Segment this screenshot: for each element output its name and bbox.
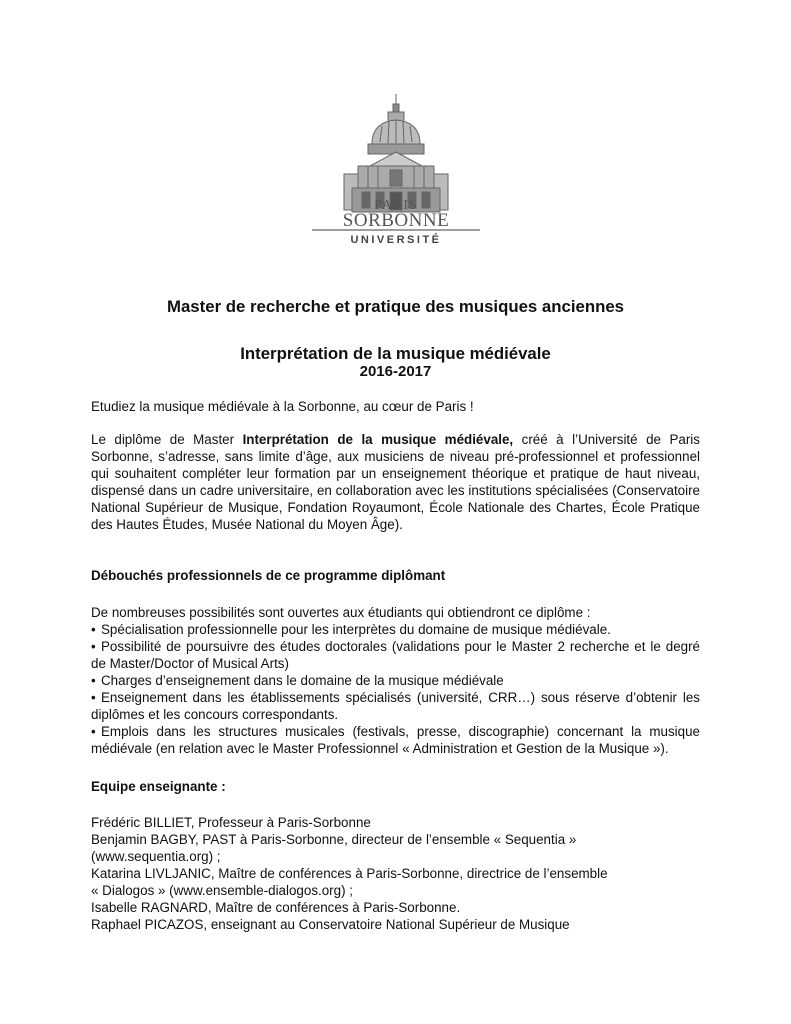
- academic-year: 2016-2017: [359, 363, 432, 380]
- team-member: Raphael PICAZOS, enseignant au Conservatoire National Supérieur de Musique: [91, 917, 570, 932]
- team-member: Katarina LIVLJANIC, Maître de conférences à Paris-Sorbonne, directrice de l’ensemble: [91, 866, 608, 881]
- description-lead: Le diplôme de Master: [91, 432, 243, 447]
- list-item: [91, 723, 700, 757]
- list-item-text: Emplois dans les structures musicales (festivals, presse, discographie) concernant la musique médiévale (en relation avec le Master Professionnel « Administration et Gestion de la Musique »).: [91, 724, 700, 756]
- description-body: créé à l’Université de Paris Sorbonne, s’adresse, sans limite d’âge, aux musiciens de niveau pré-professionnel et professionnel qui souhaitent compléter leur formation par un enseignement théorique et pratique de haut niveau, dispensé dans un cadre universitaire, en collaboration avec les institutions spécialisées (Conservatoire National Supérieur de Musique, Fondation Royaumont, École Nationale des Chartes, École Pratique des Hautes Études, Musée National du Moyen Âge).: [91, 432, 700, 532]
- bullet-icon: •: [91, 673, 96, 688]
- team-member: Isabelle RAGNARD, Maître de conférences à Paris-Sorbonne.: [91, 900, 461, 915]
- team-list: [91, 814, 700, 933]
- bullet-icon: •: [91, 724, 96, 739]
- list-item-text: Enseignement dans les établissements spécialisés (université, CRR…) sous réserve d’obtenir les diplômes et les concours correspondants.: [91, 690, 700, 722]
- list-item: [91, 621, 700, 638]
- list-item: [91, 689, 700, 723]
- careers-block: [91, 604, 700, 757]
- bullet-icon: •: [91, 690, 96, 705]
- logo-sorbonne: SORBONNE: [342, 210, 450, 231]
- program-name: Interprétation de la musique médiévale,: [242, 432, 514, 447]
- team-member: Benjamin BAGBY, PAST à Paris-Sorbonne, directeur de l’ensemble « Sequentia » (www.sequentia.org) ;: [91, 832, 577, 864]
- bullet-icon: •: [91, 622, 96, 637]
- team-member: « Dialogos » (www.ensemble-dialogos.org) ;: [91, 883, 353, 898]
- sorbonne-logo: [310, 92, 482, 252]
- section-heading-careers: Débouchés professionnels de ce programme diplômant: [91, 568, 446, 583]
- list-item-text: Possibilité de poursuivre des études doctorales (validations pour le Master 2 recherche et le degré de Master/Doctor of Musical Arts): [91, 639, 700, 671]
- list-item-text: Spécialisation professionnelle pour les interprètes du domaine de musique médiévale.: [101, 622, 611, 637]
- team-member: Frédéric BILLIET, Professeur à Paris-Sorbonne: [91, 815, 371, 830]
- logo-paris: PARIS: [374, 198, 418, 213]
- careers-intro: De nombreuses possibilités sont ouvertes aux étudiants qui obtiendront ce diplôme :: [91, 605, 591, 620]
- section-heading-team: Equipe enseignante :: [91, 779, 226, 794]
- description-paragraph: [91, 431, 700, 533]
- logo-universite: UNIVERSITÉ: [350, 234, 442, 246]
- page-subtitle: Interprétation de la musique médiévale: [240, 344, 551, 363]
- list-item-text: Charges d’enseignement dans le domaine de la musique médiévale: [101, 673, 504, 688]
- bullet-icon: •: [91, 639, 96, 654]
- list-item: [91, 638, 700, 672]
- page-title: Master de recherche et pratique des musiques anciennes: [167, 297, 624, 316]
- intro-line: Etudiez la musique médiévale à la Sorbonne, au cœur de Paris !: [91, 399, 474, 414]
- list-item: [91, 672, 700, 689]
